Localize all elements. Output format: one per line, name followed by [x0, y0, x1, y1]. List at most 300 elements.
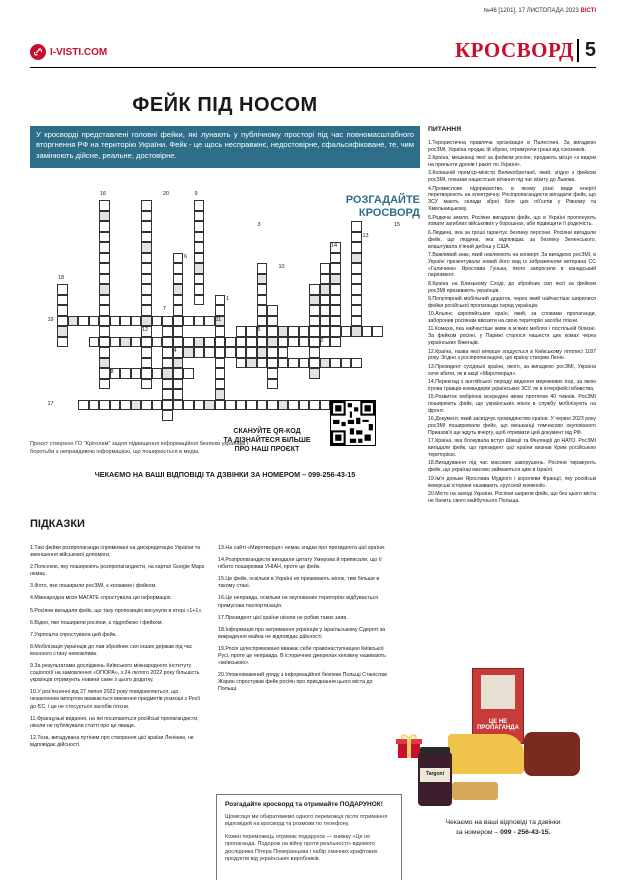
grid-cell[interactable]	[236, 400, 247, 411]
grid-cell[interactable]	[99, 200, 110, 211]
clue-number: 6	[184, 253, 188, 260]
grid-cell[interactable]	[89, 316, 100, 327]
grid-cell[interactable]	[173, 389, 184, 400]
grid-cell[interactable]	[257, 284, 268, 295]
grid-cell[interactable]	[99, 253, 110, 264]
grid-cell[interactable]	[309, 347, 320, 358]
clue-number: 14	[331, 243, 338, 249]
grid-cell[interactable]	[330, 358, 341, 369]
grid-cell[interactable]	[173, 263, 184, 274]
grid-cell[interactable]	[99, 263, 110, 274]
grid-cell[interactable]	[120, 337, 131, 348]
clue-number: 20	[163, 190, 170, 197]
grid-cell[interactable]	[194, 232, 205, 243]
hint-item: 18.Інформація про затримання українців у ізраїльському Сдероті за викрадення майна не відповідає дійсності.	[218, 626, 386, 640]
grid-cell[interactable]	[173, 358, 184, 369]
grid-cell[interactable]	[110, 400, 121, 411]
grid-cell[interactable]	[141, 274, 152, 285]
grid-cell[interactable]	[99, 400, 110, 411]
grid-cell[interactable]	[99, 284, 110, 295]
grid-cell[interactable]	[257, 316, 268, 327]
grid-cell[interactable]	[173, 305, 184, 316]
grid-cell[interactable]	[173, 253, 184, 264]
grid-cell[interactable]	[330, 253, 341, 264]
question-item: 15.Розвиток ембріона всередині жінки протягом 40 тижнів. РосЗМІ поширюють фейк, що українських жінок в службу мобілізують на фронт.	[428, 394, 596, 414]
grid-cell[interactable]	[173, 274, 184, 285]
clue-number: 10	[278, 264, 285, 270]
grid-cell[interactable]	[330, 326, 341, 337]
grid-cell[interactable]	[215, 305, 226, 316]
grid-cell[interactable]	[89, 400, 100, 411]
grid-cell[interactable]	[141, 347, 152, 358]
hint-item: 16.Це неправда, оскільки на окупованих територіях відбувається примусова паспортизація.	[218, 595, 378, 609]
grid-cell[interactable]	[141, 253, 152, 264]
hint-item: 13.На сайті «Миротворця» немає згадки про президента цієї країни.	[218, 545, 386, 551]
grid-cell[interactable]	[267, 347, 278, 358]
clue-number: 4	[173, 348, 177, 354]
grid-cell[interactable]	[152, 316, 163, 327]
grid-cell[interactable]	[257, 305, 268, 316]
clue-number: 1	[226, 295, 230, 302]
final-call-prefix: за номером –	[455, 828, 499, 836]
grid-cell[interactable]	[141, 200, 152, 211]
grid-cell[interactable]	[99, 211, 110, 222]
cured-meat-image	[524, 732, 580, 776]
hint-item: 3.Фото, яке поширили росЗМІ, є колажем і фейком.	[30, 583, 157, 590]
grid-cell[interactable]	[141, 368, 152, 379]
grid-cell[interactable]	[131, 337, 142, 348]
hints-column-2	[218, 545, 393, 699]
grid-cell[interactable]	[351, 263, 362, 274]
grid-cell[interactable]	[309, 316, 320, 327]
grid-cell[interactable]	[278, 400, 289, 411]
grid-cell[interactable]	[204, 316, 215, 327]
grid-cell[interactable]	[99, 232, 110, 243]
grid-cell[interactable]	[173, 400, 184, 411]
grid-cell[interactable]	[120, 368, 131, 379]
question-item: 9.Популярний мобільний додаток, через який найчастіше ширилися фейки російської пропаганди серед українців.	[428, 296, 596, 309]
qr-caption-line: ПРО НАШ ПРОЄКТ	[234, 446, 300, 454]
grid-cell[interactable]	[162, 410, 173, 421]
grid-cell[interactable]	[194, 263, 205, 274]
grid-cell[interactable]	[141, 284, 152, 295]
grid-cell[interactable]	[162, 358, 173, 369]
grid-cell[interactable]	[194, 400, 205, 411]
grid-cell[interactable]	[57, 284, 68, 295]
grid-cell[interactable]	[225, 337, 236, 348]
grid-cell[interactable]	[362, 326, 373, 337]
grid-cell[interactable]	[330, 337, 341, 348]
question-item: 11.Комаха, яка найчастіше живе в м'яких меблях і постільній білизні. За фейком росіян, у Парижі сталося нашестя цих комах через українських біженців.	[428, 326, 596, 347]
grid-cell[interactable]	[78, 400, 89, 411]
grid-cell[interactable]	[204, 347, 215, 358]
grid-cell[interactable]	[110, 337, 121, 348]
hint-item: 5.Росіяни вигадали фейк, що таку пропозицію висунули в етері «1+1».	[30, 607, 203, 614]
clue-number: 5	[257, 327, 261, 333]
clue-number: 11	[215, 316, 222, 323]
grid-cell[interactable]	[162, 347, 173, 358]
grid-cell[interactable]	[330, 284, 341, 295]
grid-cell[interactable]	[299, 358, 310, 369]
call-to-action: ЧЕКАЄМО НА ВАШІ ВІДПОВІДІ ТА ДЗВІНКИ ЗА НОМЕРОМ – 099-256-43-15	[94, 470, 356, 479]
grid-cell[interactable]	[299, 337, 310, 348]
phone-number: 099 - 256-43-15.	[500, 828, 551, 836]
grid-cell[interactable]	[278, 337, 289, 348]
clue-number: 17	[47, 400, 54, 407]
grid-cell[interactable]	[183, 347, 194, 358]
hint-item: 12.Теза, вигадувана путіним про створення цієї країни Леніним, не відповідає дійсності.	[30, 734, 194, 748]
grid-cell[interactable]	[99, 221, 110, 232]
grid-cell[interactable]	[267, 358, 278, 369]
hint-item: 20.Уповноважений уряду з інформаційної безпеки Польщі Станіслав Жарин спростував фейк росіян про приєднання цього міста до Польщі.	[218, 672, 387, 693]
grid-cell[interactable]	[173, 284, 184, 295]
grid-cell[interactable]	[341, 358, 352, 369]
grid-cell[interactable]	[141, 337, 152, 348]
grid-cell[interactable]	[309, 358, 320, 369]
grid-cell[interactable]	[57, 295, 68, 306]
grid-cell[interactable]	[236, 326, 247, 337]
grid-cell[interactable]	[194, 253, 205, 264]
prize-text: Кожен переможець отримає подарунок — книжку «Це не пропаганда. Подорож на війну проти реальності» відомого дослідника Пітера Померанцева і набір смачних крафтових продуктів від українських виробників.	[225, 833, 378, 863]
grid-cell[interactable]	[183, 337, 194, 348]
grid-cell[interactable]	[372, 326, 383, 337]
jar-image	[418, 752, 452, 806]
grid-cell[interactable]	[162, 368, 173, 379]
grid-cell[interactable]	[162, 316, 173, 327]
grid-cell[interactable]	[267, 379, 278, 390]
grid-cell[interactable]	[194, 211, 205, 222]
question-item: 16.Документ, який засвідчує громадянство країни. У червні 2023 року росЗМІ поширювали фейк, що мешканці тимчасово окупованого Приазов'я ще ждуть вчергу, щоб отримати цей документ від РФ.	[428, 416, 596, 436]
book-cover-photo	[481, 675, 515, 709]
grid-cell[interactable]	[267, 305, 278, 316]
grid-cell[interactable]	[320, 316, 331, 327]
grid-cell[interactable]	[257, 274, 268, 285]
grid-cell[interactable]	[141, 232, 152, 243]
prize-box	[216, 794, 402, 880]
grid-cell[interactable]	[99, 326, 110, 337]
grid-cell[interactable]	[183, 316, 194, 327]
grid-cell[interactable]	[194, 221, 205, 232]
issue-line	[30, 8, 596, 18]
grid-cell[interactable]	[120, 316, 131, 327]
grid-cell[interactable]	[162, 337, 173, 348]
questions-title: ПИТАННЯ	[428, 126, 462, 133]
grid-cell[interactable]	[246, 400, 257, 411]
grid-cell[interactable]	[131, 368, 142, 379]
clue-number: 3	[257, 222, 261, 228]
hint-item: 4.Міжнародна місія МАГАТЕ спростувала цю інформацію.	[30, 595, 172, 602]
grid-cell[interactable]	[215, 347, 226, 358]
grid-cell[interactable]	[267, 368, 278, 379]
logo-text: I-VISTI.COM	[50, 46, 108, 58]
grid-cell[interactable]	[78, 316, 89, 327]
grid-cell[interactable]	[152, 337, 163, 348]
grid-cell[interactable]	[183, 368, 194, 379]
grid-cell[interactable]	[131, 316, 142, 327]
question-item: 13.Президент сусідньої країни, якого, за вигадкою росЗМІ, Україна хоче вбити, як в акції «Миротворця».	[428, 363, 596, 377]
grid-cell[interactable]	[288, 400, 299, 411]
question-item: 14.Переклад з англійської періоду ведення мережевих ігор, за якою ігрова гравців-командирів українських ЗСУ, як в інтерфейсі вбивства.	[428, 378, 596, 392]
grid-cell[interactable]	[246, 326, 257, 337]
hint-item: 6.Відео, яке поширили росіяни, є підробкою і фейком.	[30, 619, 163, 626]
grid-cell[interactable]	[99, 368, 110, 379]
grid-cell[interactable]	[215, 379, 226, 390]
grid-cell[interactable]	[309, 337, 320, 348]
final-call	[410, 818, 596, 838]
question-item: 4.Промислове підприємство, в якому різні види енергії перетворюють на електричну. Росіпропагандисти вигадали фейк, що ЗСУ мають склади зброї біля цих об'єктів у Рівному та Хмельницькому.	[428, 185, 596, 213]
grid-cell[interactable]	[351, 284, 362, 295]
grid-cell[interactable]	[183, 400, 194, 411]
grid-cell[interactable]	[173, 295, 184, 306]
grid-cell[interactable]	[320, 295, 331, 306]
grid-cell[interactable]	[110, 316, 121, 327]
grid-cell[interactable]	[152, 368, 163, 379]
grid-cell[interactable]	[194, 295, 205, 306]
questions-column	[428, 126, 596, 506]
page-header	[30, 38, 596, 68]
clue-number: 18	[58, 274, 65, 281]
grid-cell[interactable]	[309, 305, 320, 316]
grid-cell[interactable]	[330, 263, 341, 274]
grid-cell[interactable]	[225, 347, 236, 358]
grid-cell[interactable]	[141, 295, 152, 306]
question-item: 12.Країна, назва якої вперше згадується в Київському літописі 1187 року. Згідно з росіпропагандою, цю країну створив Ленін.	[428, 348, 596, 362]
site-logo[interactable]	[30, 44, 107, 60]
grid-cell[interactable]	[351, 232, 362, 243]
issue-info: №46 [1201], 17 ЛИСТОПАДА 2023	[483, 8, 579, 14]
grid-cell[interactable]	[68, 316, 79, 327]
grid-cell[interactable]	[257, 347, 268, 358]
grid-cell[interactable]	[246, 347, 257, 358]
grid-cell[interactable]	[162, 389, 173, 400]
grid-cell[interactable]	[320, 263, 331, 274]
qr-code-icon[interactable]	[330, 400, 376, 446]
grid-cell[interactable]	[215, 358, 226, 369]
project-credit: Проєкт створено ГО "Кріголам" задля підвищення інформаційної безпеки українців і боротьби з неправдивою інформацією, що поширюється в медіа.	[30, 441, 249, 455]
grid-cell[interactable]	[99, 347, 110, 358]
clue-number: 9	[194, 190, 198, 197]
grid-cell[interactable]	[309, 400, 320, 411]
grid-cell[interactable]	[320, 400, 331, 411]
solve-cta-line: РОЗГАДАЙТЕ	[345, 194, 420, 206]
grid-cell[interactable]	[215, 326, 226, 337]
grid-cell[interactable]	[194, 284, 205, 295]
page-number: 5	[577, 39, 596, 62]
grid-cell[interactable]	[236, 347, 247, 358]
grid-cell[interactable]	[351, 326, 362, 337]
clue-number: 19	[47, 316, 54, 323]
clue-number: 13	[362, 232, 369, 239]
grid-cell[interactable]	[351, 242, 362, 253]
grid-cell[interactable]	[278, 326, 289, 337]
grid-cell[interactable]	[99, 295, 110, 306]
grid-cell[interactable]	[267, 337, 278, 348]
prize-title: Розгадайте кросворд та отримайте ПОДАРУНОК!	[225, 801, 383, 808]
grid-cell[interactable]	[278, 347, 289, 358]
grid-cell[interactable]	[299, 326, 310, 337]
grid-cell[interactable]	[194, 242, 205, 253]
book-image	[472, 668, 524, 744]
grid-cell[interactable]	[257, 263, 268, 274]
grid-cell[interactable]	[57, 326, 68, 337]
grid-cell[interactable]	[351, 316, 362, 327]
clue-number: 12	[142, 327, 149, 333]
grid-cell[interactable]	[351, 295, 362, 306]
grid-cell[interactable]	[57, 305, 68, 316]
grid-cell[interactable]	[99, 305, 110, 316]
grid-cell[interactable]	[330, 305, 341, 316]
grid-cell[interactable]	[246, 358, 257, 369]
grid-cell[interactable]	[288, 358, 299, 369]
grid-cell[interactable]	[131, 400, 142, 411]
question-item: 19.Ім'я доньки Ярослава Мудрого і королеви Франції, яку російські імперські історики називають «русской княжной».	[428, 475, 596, 489]
grid-cell[interactable]	[141, 305, 152, 316]
grid-cell[interactable]	[225, 400, 236, 411]
grid-cell[interactable]	[351, 305, 362, 316]
cheese-image	[448, 734, 524, 774]
grid-cell[interactable]	[141, 358, 152, 369]
grid-cell[interactable]	[99, 242, 110, 253]
grid-cell[interactable]	[288, 337, 299, 348]
hint-item: 10.У розʼясненні від 27 липня 2022 року повідомляється, що незаконним імпортом вважається ввезення предметів розкоші з Росії до ЄС, і це не стосується засобів гігієни.	[30, 689, 201, 710]
grid-cell[interactable]	[141, 316, 152, 327]
grid-cell[interactable]	[257, 400, 268, 411]
grid-cell[interactable]	[141, 263, 152, 274]
hint-item: 11.Французькі видання, на які посилаються російські пропагандисти, ніколи не публікували статті про це явище.	[30, 715, 199, 729]
hints-column-1	[30, 545, 205, 754]
grid-cell[interactable]	[162, 379, 173, 390]
grid-cell[interactable]	[309, 284, 320, 295]
question-item: 3.Колишній прем'єр-міністр Великобританії, який, згідно з фейком росЗМІ, показав нацистське вітання під час візиту до Львова.	[428, 170, 596, 184]
grid-cell[interactable]	[351, 274, 362, 285]
question-item: 8.Країна на Близькому Сході, до збройних сил якої за фейком росЗМІ призивають українців.	[428, 280, 596, 294]
clue-number: 15	[394, 222, 401, 228]
grid-cell[interactable]	[152, 400, 163, 411]
grid-cell[interactable]	[141, 400, 152, 411]
question-item: 7.Важливий знак, який наклеюють на конверт. За вигадкою росЗМІ, в Україні презентували новий його вид із зображенням ветерана СС «Галичина» Ярослава Гунька, якого запросили в канадський парламент.	[428, 251, 596, 279]
grid-cell[interactable]	[267, 326, 278, 337]
grid-cell[interactable]	[236, 337, 247, 348]
grid-cell[interactable]	[309, 295, 320, 306]
grid-cell[interactable]	[267, 400, 278, 411]
grid-cell[interactable]	[215, 368, 226, 379]
grid-cell[interactable]	[141, 221, 152, 232]
grid-cell[interactable]	[204, 400, 215, 411]
grid-cell[interactable]	[267, 316, 278, 327]
grid-cell[interactable]	[257, 295, 268, 306]
page-title: ФЕЙК ПІД НОСОМ	[132, 94, 318, 116]
grid-cell[interactable]	[141, 379, 152, 390]
grid-cell[interactable]	[173, 368, 184, 379]
grid-cell[interactable]	[236, 358, 247, 369]
question-item: 6.Людина, яка за гроші гарантує безпеку персони. Росіяни вигадали фейк, що людина, яка відповідає за безпеку Зеленського, влаштувала п'яний дебош у США.	[428, 229, 596, 250]
book-title: ЦЕ НЕ ПРОПАГАНДА	[477, 719, 519, 731]
grid-cell[interactable]	[204, 337, 215, 348]
hint-item: 2.Пояснюю, яку поширюють розпропагандисти, на картах Google Maps немає.	[30, 564, 205, 578]
grid-cell[interactable]	[57, 337, 68, 348]
question-item: 10.Альянс європейських країн, який, за словами пропаганди, заборонив росіянам ввозити на свою територію засоби гігієни.	[428, 311, 596, 325]
grid-cell[interactable]	[330, 316, 341, 327]
grid-cell[interactable]	[330, 274, 341, 285]
grid-cell[interactable]	[89, 337, 100, 348]
grid-cell[interactable]	[351, 358, 362, 369]
grid-cell[interactable]	[173, 316, 184, 327]
grid-cell[interactable]	[309, 368, 320, 379]
prize-text: Щомісяця ми обиратимемо одного переможця після отримання відповідей на кросворд та розмови по телефону.	[225, 814, 388, 828]
section-title: КРОСВОРД	[454, 38, 574, 62]
grid-cell[interactable]	[194, 316, 205, 327]
grid-cell[interactable]	[320, 358, 331, 369]
grid-cell[interactable]	[173, 337, 184, 348]
grid-cell[interactable]	[278, 358, 289, 369]
grid-cell[interactable]	[99, 358, 110, 369]
hint-item: 19.Росія цілеспрямовано вважає себе правонаступницею Київської Русі, проте це неправда. В історичних джерелах князівну називають «київською».	[218, 645, 386, 667]
grid-cell[interactable]	[351, 253, 362, 264]
hint-item: 1.Такі фейки розпропаганди спрямовані на дискредитацію України та зменшення військової допомоги.	[30, 545, 201, 559]
grid-cell[interactable]	[320, 326, 331, 337]
grid-cell[interactable]	[162, 400, 173, 411]
grid-cell[interactable]	[257, 358, 268, 369]
grid-cell[interactable]	[99, 274, 110, 285]
hint-item: 8.Мобілізація українців до лав збройних сил інших держав під час воєнного стану неможлива.	[30, 643, 193, 657]
grid-cell[interactable]	[162, 326, 173, 337]
grid-cell[interactable]	[257, 337, 268, 348]
grid-cell[interactable]	[320, 284, 331, 295]
final-call-line: Чекаємо на ваші відповіді та дзвінки	[445, 819, 561, 826]
grid-cell[interactable]	[215, 389, 226, 400]
grid-cell[interactable]	[57, 316, 68, 327]
question-item: 20.Місто на заході України. Росіяни ширили фейк, що без цього міста не бачить свого майбутнього Польща.	[428, 490, 596, 504]
grid-cell[interactable]	[173, 379, 184, 390]
clue-number: 7	[163, 306, 167, 312]
jar-lid	[420, 747, 450, 754]
grid-cell[interactable]	[215, 337, 226, 348]
solve-cta-line: КРОСВОРД	[358, 207, 420, 220]
grid-cell[interactable]	[330, 295, 341, 306]
grid-cell[interactable]	[99, 379, 110, 390]
grid-cell[interactable]	[288, 326, 299, 337]
grid-cell[interactable]	[99, 316, 110, 327]
grid-cell[interactable]	[215, 295, 226, 306]
grid-cell[interactable]	[341, 326, 352, 337]
grid-cell[interactable]	[246, 337, 257, 348]
intro-text: У кросворді представлені головні фейки, які лунають у публічному просторі під час повномасштабного вторгнення РФ на територію України. Фейк - це щось несправжнє, недостовірне, сфальсифіковане, те, чим замінюють дійсне, реальне, достовірне.	[30, 126, 420, 168]
grid-cell[interactable]	[194, 347, 205, 358]
grid-cell[interactable]	[141, 211, 152, 222]
grid-cell[interactable]	[299, 400, 310, 411]
grid-cell[interactable]	[320, 274, 331, 285]
grid-cell[interactable]	[173, 326, 184, 337]
hint-item: 7.Укрпошта спростувала цей фейк.	[30, 631, 117, 638]
hint-item: 15.Це фейк, оскільки в Україні не призивають жінок, тим більше в такому стані.	[218, 576, 380, 590]
grid-cell[interactable]	[320, 305, 331, 316]
brand-name: ВІСТІ	[580, 8, 596, 14]
grid-cell[interactable]	[194, 274, 205, 285]
grid-cell[interactable]	[120, 400, 131, 411]
grid-cell[interactable]	[194, 337, 205, 348]
clue-number: 16	[100, 190, 107, 197]
grid-cell[interactable]	[351, 221, 362, 232]
question-item: 2.Країна, мешканці якої за фейком росіян, продають місця «з видом на прильоти дронів і ракет по Україні».	[428, 155, 596, 169]
cracker-image	[452, 782, 498, 800]
hint-item: 14.Розпропагандисти вигадали цитату Умерова й приписали, що її нібито поширював УНІАН, проте це фейк.	[218, 557, 382, 571]
link-icon	[30, 44, 46, 60]
grid-cell[interactable]	[141, 242, 152, 253]
grid-cell[interactable]	[99, 337, 110, 348]
grid-cell[interactable]	[309, 326, 320, 337]
grid-cell[interactable]	[194, 200, 205, 211]
grid-cell[interactable]	[215, 400, 226, 411]
